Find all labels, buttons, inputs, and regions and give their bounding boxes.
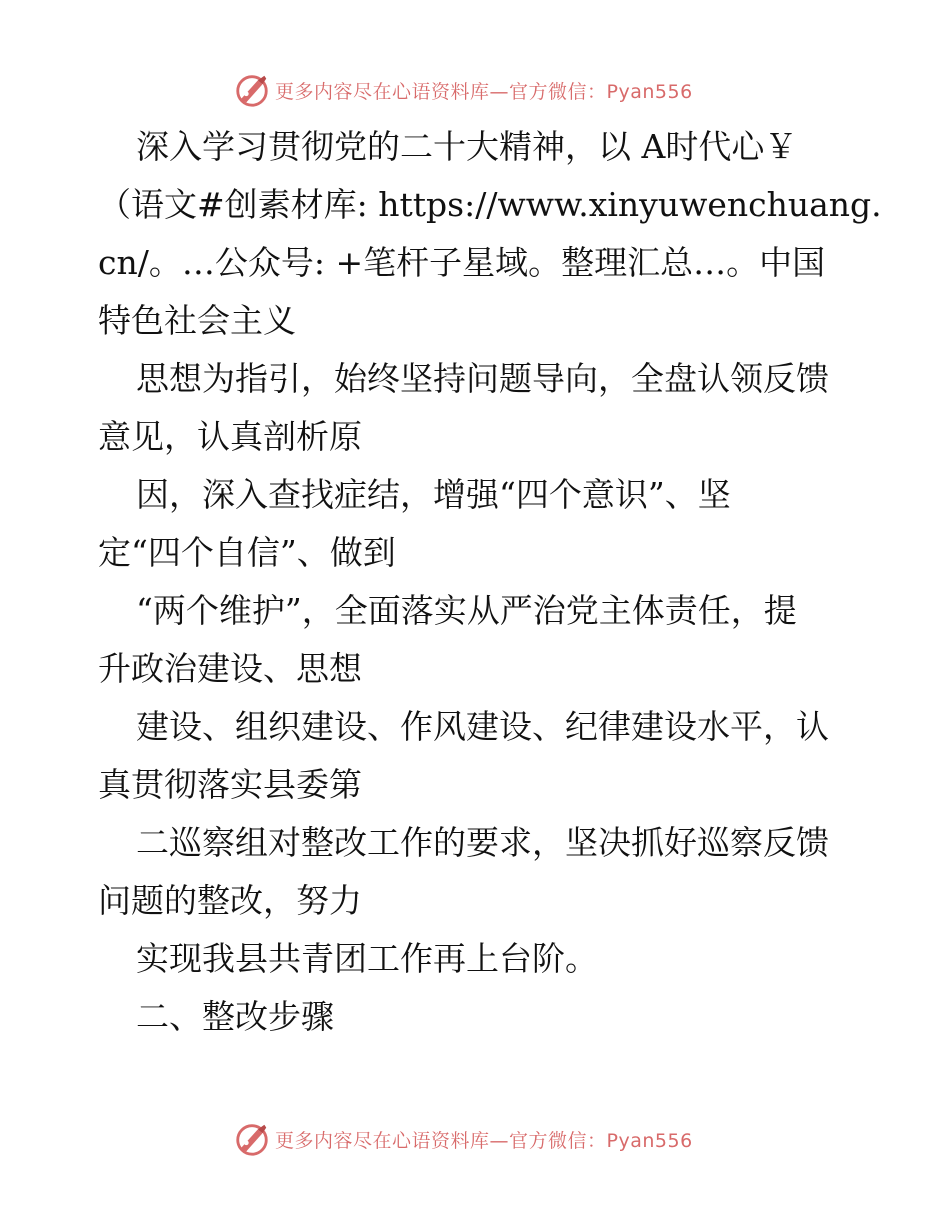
body-line: 二巡察组对整改工作的要求，坚决抓好巡察反馈 xyxy=(136,823,829,862)
body-line: “两个维护”，全面落实从严治党主体责任，提 xyxy=(136,591,797,630)
body-line: 真贯彻落实县委第 xyxy=(98,765,362,804)
body-line: 意见，认真剖析原 xyxy=(98,417,362,456)
body-line: 特色社会主义 xyxy=(98,301,296,340)
pen-logo-icon xyxy=(233,71,271,109)
header-banner-text: 更多内容尽在心语资料库—官方微信：Pyan556 xyxy=(275,80,693,103)
body-line: （语文#创素材库: https://www.xinyuwenchuang. xyxy=(98,185,882,224)
section-heading: 二、整改步骤 xyxy=(136,997,334,1036)
body-line: 实现我县共青团工作再上台阶。 xyxy=(136,939,598,978)
body-line: 建设、组织建设、作风建设、纪律建设水平，认 xyxy=(136,707,829,746)
body-line: 定“四个自信”、做到 xyxy=(98,533,396,572)
footer-banner xyxy=(233,1119,693,1159)
header-banner xyxy=(233,70,693,110)
body-line: 思想为指引，始终坚持问题导向，全盘认领反馈 xyxy=(136,359,829,398)
pen-logo-icon xyxy=(233,1120,271,1158)
document-body xyxy=(98,118,882,1046)
body-line: 深入学习贯彻党的二十大精神，以 A时代心￥ xyxy=(136,127,798,166)
body-line: 因，深入查找症结，增强“四个意识”、坚 xyxy=(136,475,731,514)
body-line: 升政治建设、思想 xyxy=(98,649,362,688)
body-line: 问题的整改，努力 xyxy=(98,881,362,920)
body-line: cn/。…公众号: +笔杆子星域。整理汇总…。中国 xyxy=(98,243,826,282)
footer-banner-text: 更多内容尽在心语资料库—官方微信：Pyan556 xyxy=(275,1129,693,1152)
